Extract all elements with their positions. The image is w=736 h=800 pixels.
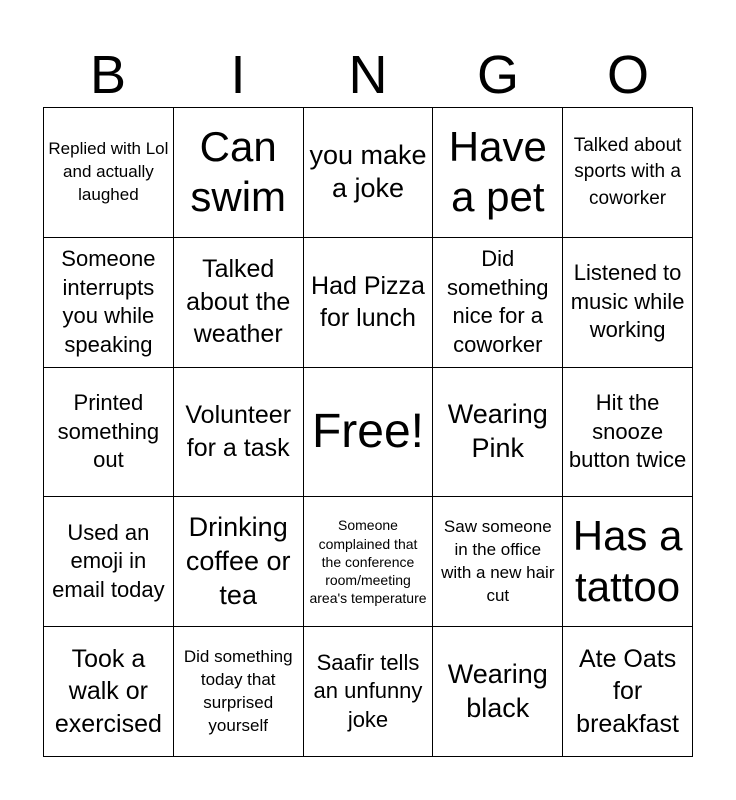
bingo-grid xyxy=(43,107,693,757)
bingo-cell[interactable]: Used an emoji in email today xyxy=(44,497,174,627)
bingo-header xyxy=(43,44,693,106)
bingo-cell[interactable]: Talked about the weather xyxy=(174,238,304,368)
bingo-cell[interactable]: Had Pizza for lunch xyxy=(304,238,434,368)
bingo-cell[interactable]: Saw someone in the office with a new hair cut xyxy=(433,497,563,627)
bingo-cell[interactable]: Hit the snooze button twice xyxy=(563,368,693,498)
bingo-cell[interactable]: Has a tattoo xyxy=(563,497,693,627)
bingo-cell[interactable]: Drinking coffee or tea xyxy=(174,497,304,627)
header-letter-i: I xyxy=(230,45,246,105)
bingo-cell[interactable]: Did something today that surprised yourself xyxy=(174,627,304,757)
bingo-cell[interactable]: Ate Oats for breakfast xyxy=(563,627,693,757)
bingo-cell[interactable]: you make a joke xyxy=(304,108,434,238)
header-letter-g: G xyxy=(476,45,519,105)
bingo-cell[interactable]: Replied with Lol and actually laughed xyxy=(44,108,174,238)
bingo-cell[interactable]: Volunteer for a task xyxy=(174,368,304,498)
bingo-cell[interactable]: Talked about sports with a coworker xyxy=(563,108,693,238)
bingo-cell[interactable]: Can swim xyxy=(174,108,304,238)
bingo-cell[interactable]: Listened to music while working xyxy=(563,238,693,368)
bingo-cell[interactable]: Wearing black xyxy=(433,627,563,757)
free-space-cell[interactable]: Free! xyxy=(304,368,434,498)
bingo-cell[interactable]: Someone complained that the conference room/meeting area's temperature xyxy=(304,497,434,627)
bingo-cell[interactable]: Printed something out xyxy=(44,368,174,498)
bingo-cell[interactable]: Took a walk or exercised xyxy=(44,627,174,757)
bingo-cell[interactable]: Have a pet xyxy=(433,108,563,238)
bingo-cell[interactable]: Did something nice for a coworker xyxy=(433,238,563,368)
bingo-cell[interactable]: Wearing Pink xyxy=(433,368,563,498)
header-letter-o: O xyxy=(606,45,649,105)
bingo-cell[interactable]: Saafir tells an unfunny joke xyxy=(304,627,434,757)
header-letter-b: B xyxy=(89,45,127,105)
header-letter-n: N xyxy=(348,45,388,105)
bingo-cell[interactable]: Someone interrupts you while speaking xyxy=(44,238,174,368)
